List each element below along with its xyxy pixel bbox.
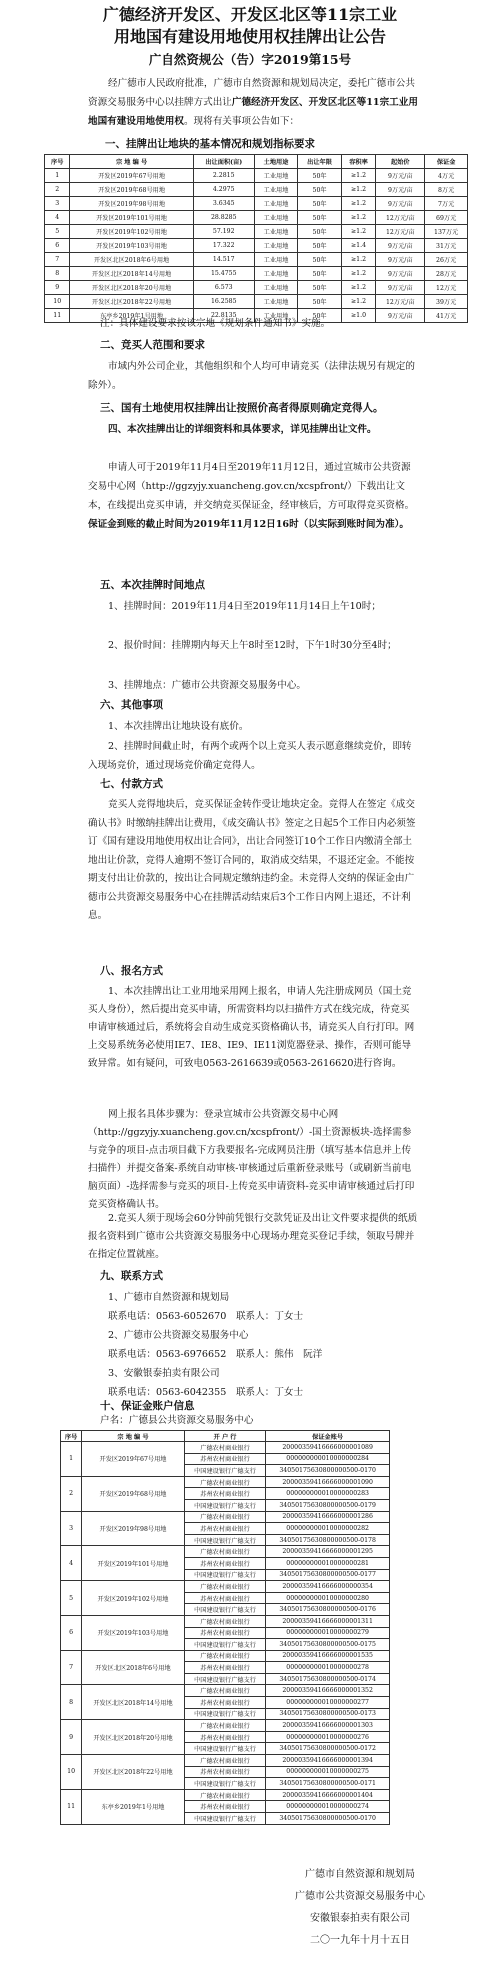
parcel-table-cell: ≥1.2 [341, 183, 375, 197]
parcel-table-cell: 开发区2019年102号用地 [70, 225, 193, 239]
parcel-table-cell: ≥1.0 [341, 309, 375, 323]
parcel-table-cell: 12万元/亩 [376, 295, 425, 309]
parcel-table-cell: 50年 [298, 267, 342, 281]
parcel-table-cell: 28万元 [425, 267, 468, 281]
parcel-table-cell: 开发区2019年101号用地 [70, 211, 193, 225]
parcel-table-cell: ≥1.2 [341, 225, 375, 239]
parcel-table-cell: 4万元 [425, 169, 468, 183]
deposit-table-bank: 广德农村商业银行 [184, 1685, 265, 1697]
deposit-table-bank: 苏州农村商业银行 [184, 1801, 265, 1813]
signature-line-1: 广德市自然资源和规划局 [305, 1869, 415, 1880]
deposit-table-account: 34050175630800000500-0170 [266, 1813, 390, 1825]
deposit-table-bank: 苏州农村商业银行 [184, 1592, 265, 1604]
deposit-table-parcel: 开发区2019年98号用地 [82, 1511, 185, 1546]
parcel-table-row [45, 295, 468, 309]
parcel-table-cell: 2.2815 [193, 169, 254, 183]
deposit-table-account: 34050175630800000500-0177 [266, 1569, 390, 1581]
deposit-table-account: 34050175630800000500-0170 [266, 1465, 390, 1477]
signature-line-3: 安徽银泰拍卖有限公司 [310, 1913, 410, 1924]
parcel-table-cell: 69万元 [425, 211, 468, 225]
section-5-heading: 五、本次挂牌时间地点 [100, 579, 205, 591]
section-5-line-2: 2、报价时间：挂牌期内每天上午8时至12时，下午1时30分至4时； [108, 640, 397, 651]
deposit-table-account: 34050175630800000500-0178 [266, 1534, 390, 1546]
deposit-table-account: 34050175630800000500-0174 [266, 1673, 390, 1685]
deposit-table-row [61, 1615, 390, 1627]
deposit-table-bank: 广德农村商业银行 [184, 1720, 265, 1732]
parcel-table-row [45, 225, 468, 239]
parcel-table-row [45, 281, 468, 295]
deposit-table-no: 6 [61, 1615, 82, 1650]
parcel-table-cell: 5 [45, 225, 70, 239]
deposit-table-bank: 广德农村商业银行 [184, 1581, 265, 1593]
signature-line-2: 广德市公共资源交易服务中心 [295, 1891, 425, 1902]
parcel-table-cell: 39万元 [425, 295, 468, 309]
section-7-heading: 七、付款方式 [100, 778, 163, 790]
parcel-table-cell: 开发区2019年67号用地 [70, 169, 193, 183]
section-9-heading: 九、联系方式 [100, 1270, 163, 1282]
title-line-1: 广德经济开发区、开发区北区等11宗工业 [102, 5, 398, 24]
deposit-table-account: 34050175630800000500-0172 [266, 1743, 390, 1755]
deposit-table-no: 9 [61, 1720, 82, 1755]
deposit-table-no: 2 [61, 1476, 82, 1511]
deposit-table-bank: 中国建设银行广德支行 [184, 1569, 265, 1581]
deposit-table-account: 000000000010000000279 [266, 1627, 390, 1639]
parcel-table-cell: 9万元/亩 [376, 197, 425, 211]
parcel-table-cell: 东亭乡2019年1号用地 [70, 309, 193, 323]
parcel-table-cell: 工业用地 [254, 239, 298, 253]
deposit-table-account: 000000000010000000282 [266, 1523, 390, 1535]
parcel-table-cell: 41万元 [425, 309, 468, 323]
section-8-line-2: 网上报名具体步骤为：登录宣城市公共资源交易中心网（http://ggzyjy.xuancheng.gov.cn/xcspfront/）-国土资源板块-选择需参与竞争的项目-点击项目截下方我要报名-完成网员注册（填写基本信息并上传扫描件）并提交备案-系统自动审核-审核通过后重新登录账号（或刷新当前电脑页面）-选择需参与竞买的项目-上传竞买申请资料-竞买申请审核通过后打印竞买资格确认书。 [88, 1109, 415, 1210]
parcel-table-cell: 6.573 [193, 281, 254, 295]
deposit-table-no: 10 [61, 1755, 82, 1790]
deposit-table-parcel: 开发区2019年103号用地 [82, 1615, 185, 1650]
parcel-table-cell: 3.6345 [193, 197, 254, 211]
deposit-table-account: 20000359416666000001352 [266, 1685, 390, 1697]
section-4-text [88, 458, 418, 534]
section-4-text-b: 保证金到账的截止时间为2019年11月12日16时（以实际到账时间为准）。 [88, 519, 409, 530]
deposit-table-parcel: 开发区2019年102号用地 [82, 1581, 185, 1616]
parcel-table-header: 起始价 [376, 155, 425, 169]
parcel-table-cell: 7 [45, 253, 70, 267]
parcel-table-cell: ≥1.2 [341, 295, 375, 309]
deposit-table-row [61, 1476, 390, 1488]
deposit-table-bank: 中国建设银行广德支行 [184, 1499, 265, 1511]
section-4-heading: 四、本次挂牌出让的详细资料和具体要求，详见挂牌出让文件。 [108, 424, 377, 435]
parcel-table-cell: 17.322 [193, 239, 254, 253]
parcel-table-row [45, 267, 468, 281]
deposit-table-bank: 广德农村商业银行 [184, 1442, 265, 1454]
parcel-table-cell: 12万元/亩 [376, 211, 425, 225]
signature-date: 二〇一九年十月十五日 [310, 1935, 410, 1946]
parcel-table-cell: 开发区北区2018年22号用地 [70, 295, 193, 309]
account-name: 户名：广德县公共资源交易服务中心 [100, 1415, 254, 1426]
table-note: 注：具体建设要求按该宗地《规划条件通知书》实施。 [100, 318, 331, 329]
deposit-table-bank: 广德农村商业银行 [184, 1476, 265, 1488]
deposit-table-parcel: 开发区北区2018年22号用地 [82, 1755, 185, 1790]
deposit-table-bank: 苏州农村商业银行 [184, 1697, 265, 1709]
parcel-table-cell: 50年 [298, 281, 342, 295]
parcel-table-cell: 4 [45, 211, 70, 225]
parcel-table-cell: 6 [45, 239, 70, 253]
parcel-table-cell: 14.517 [193, 253, 254, 267]
parcel-table-cell: ≥1.2 [341, 169, 375, 183]
parcel-table-cell: 开发区北区2018年20号用地 [70, 281, 193, 295]
section-5-line-3: 3、挂牌地点：广德市公共资源交易服务中心。 [108, 680, 306, 691]
parcel-table-cell: 9万元/亩 [376, 281, 425, 295]
deposit-table-bank: 中国建设银行广德支行 [184, 1534, 265, 1546]
deposit-table-bank: 广德农村商业银行 [184, 1615, 265, 1627]
deposit-table-account: 20000359416666000001295 [266, 1546, 390, 1558]
deposit-table-row [61, 1581, 390, 1593]
parcel-table-header: 出让年限 [298, 155, 342, 169]
parcel-table-cell: 50年 [298, 211, 342, 225]
deposit-table-bank: 广德农村商业银行 [184, 1511, 265, 1523]
deposit-table-account: 20000359416666000001394 [266, 1755, 390, 1767]
parcel-table-header: 出让面积(亩) [193, 155, 254, 169]
deposit-table-no: 8 [61, 1685, 82, 1720]
parcel-table-cell: 22.8135 [193, 309, 254, 323]
intro-text-c: 。现将有关事项公告如下： [183, 116, 300, 127]
parcel-table-cell: 26万元 [425, 253, 468, 267]
contact-line: 联系电话：0563-6052670 联系人：丁女士 [108, 1311, 304, 1322]
deposit-table-header: 保证金账号 [266, 1431, 390, 1442]
parcel-table-header: 容积率 [341, 155, 375, 169]
parcel-table-cell: 16.2585 [193, 295, 254, 309]
parcel-table-cell: 9万元/亩 [376, 169, 425, 183]
section-1-heading: 一、挂牌出让地块的基本情况和规划指标要求 [105, 138, 315, 150]
deposit-table-bank: 中国建设银行广德支行 [184, 1673, 265, 1685]
parcel-table-cell: 工业用地 [254, 225, 298, 239]
parcel-table-cell: 9 [45, 281, 70, 295]
deposit-table-bank: 中国建设银行广德支行 [184, 1813, 265, 1825]
parcel-table-row [45, 169, 468, 183]
parcel-table-cell: 开发区2019年103号用地 [70, 239, 193, 253]
parcel-table-cell: ≥1.4 [341, 239, 375, 253]
parcel-table-cell: ≥1.2 [341, 267, 375, 281]
deposit-table-account: 34050175630800000500-0173 [266, 1708, 390, 1720]
parcel-table-cell: 9万元/亩 [376, 309, 425, 323]
parcel-table-cell: 9万元/亩 [376, 267, 425, 281]
parcel-table-cell: 12万元/亩 [376, 225, 425, 239]
parcel-table-cell: 开发区北区2018年6号用地 [70, 253, 193, 267]
parcel-table-cell: 工业用地 [254, 281, 298, 295]
deposit-table-bank: 广德农村商业银行 [184, 1546, 265, 1558]
deposit-table-account: 20000359416666000001089 [266, 1442, 390, 1454]
deposit-table-bank: 中国建设银行广德支行 [184, 1743, 265, 1755]
parcel-table-cell: 8 [45, 267, 70, 281]
parcel-table-cell: 工业用地 [254, 169, 298, 183]
deposit-table-bank: 广德农村商业银行 [184, 1650, 265, 1662]
deposit-table-account: 34050175630800000500-0179 [266, 1499, 390, 1511]
deposit-table-parcel: 东亭乡2019年1号用地 [82, 1789, 185, 1824]
parcel-table-cell: ≥1.2 [341, 211, 375, 225]
deposit-table-bank: 苏州农村商业银行 [184, 1488, 265, 1500]
deposit-table-row [61, 1650, 390, 1662]
deposit-table-account: 20000359416666000001311 [266, 1615, 390, 1627]
deposit-table-account: 000000000010000000280 [266, 1592, 390, 1604]
deposit-table-account: 34050175630800000500-0175 [266, 1639, 390, 1651]
parcel-table-cell: 工业用地 [254, 309, 298, 323]
section-3-heading: 三、国有土地使用权挂牌出让按照价高者得原则确定竞得人。 [100, 402, 384, 414]
deposit-table-bank: 苏州农村商业银行 [184, 1766, 265, 1778]
deposit-table-account: 34050175630800000500-0176 [266, 1604, 390, 1616]
section-2-text: 市域内外公司企业，其他组织和个人均可申请竞买（法律法规另有规定的除外）。 [88, 361, 415, 391]
parcel-table-cell: 工业用地 [254, 183, 298, 197]
deposit-table-no: 7 [61, 1650, 82, 1685]
deposit-table-parcel: 开发区北区2018年20号用地 [82, 1720, 185, 1755]
deposit-table-account: 20000359416666000000354 [266, 1581, 390, 1593]
parcel-table-row [45, 253, 468, 267]
parcel-table-cell: 50年 [298, 309, 342, 323]
section-7-text: 竞买人竞得地块后，竞买保证金转作受让地块定金。竞得人在签定《成交确认书》时缴纳挂牌出让费用，《成交确认书》签定之日起5个工作日内必须签订《国有建设用地使用权出让合同》，出让合同签订10个工作日内缴清全部土地出让价款，竞得人逾期不签订合同的，取消成交结果，不退还定金。不能按期支付出让价款的，按出让合同规定缴纳违约金。未竞得人交纳的保证金由广德市公共资源交易服务中心在挂牌活动结束后3个工作日内网上退还，不计利息。 [88, 799, 416, 921]
deposit-table-bank: 中国建设银行广德支行 [184, 1778, 265, 1790]
parcel-table [44, 154, 468, 323]
intro-paragraph [88, 74, 418, 131]
deposit-table-bank: 广德农村商业银行 [184, 1755, 265, 1767]
deposit-table-bank: 苏州农村商业银行 [184, 1557, 265, 1569]
section-6-line-1: 1、本次挂牌出让地块设有底价。 [108, 721, 249, 732]
deposit-table-account: 20000359416666000001535 [266, 1650, 390, 1662]
parcel-table-cell: 31万元 [425, 239, 468, 253]
parcel-table-cell: 1 [45, 169, 70, 183]
intro-text-a: 经广德市人民政府批准，广德市自然资源和规划局决定，委托广德市公共资源交易服务中心以挂牌方式出让 [88, 78, 415, 108]
deposit-table-row [61, 1511, 390, 1523]
parcel-table-cell: 50年 [298, 197, 342, 211]
deposit-table-account: 000000000010000000284 [266, 1453, 390, 1465]
parcel-table-cell: 137万元 [425, 225, 468, 239]
section-6-line-2: 2、挂牌时间截止时，有两个或两个以上竞买人表示愿意继续竞价，即转入现场竞价，通过现场竞价确定竞得人。 [88, 741, 412, 771]
parcel-table-cell: 57.192 [193, 225, 254, 239]
deposit-table-no: 1 [61, 1442, 82, 1477]
parcel-table-cell: 10 [45, 295, 70, 309]
deposit-table-bank: 苏州农村商业银行 [184, 1627, 265, 1639]
parcel-table-row [45, 183, 468, 197]
deposit-table-no: 4 [61, 1546, 82, 1581]
section-8-line-3: 2.竞买人须于现场会60分钟前凭银行交款凭证及出让文件要求提供的纸质报名资料到广德市公共资源交易服务中心现场办理竞买登记手续，领取号牌并在指定位置就座。 [88, 1213, 418, 1260]
parcel-table-cell: 工业用地 [254, 295, 298, 309]
deposit-table-row [61, 1546, 390, 1558]
parcel-table-header: 序号 [45, 155, 70, 169]
parcel-table-cell: 9万元/亩 [376, 183, 425, 197]
parcel-table-row [45, 239, 468, 253]
parcel-table-header: 保证金 [425, 155, 468, 169]
deposit-table-bank: 苏州农村商业银行 [184, 1453, 265, 1465]
deposit-table-parcel: 开发区2019年101号用地 [82, 1546, 185, 1581]
deposit-table-bank: 中国建设银行广德支行 [184, 1465, 265, 1477]
title-line-2: 用地国有建设用地使用权挂牌出让公告 [113, 27, 386, 46]
parcel-table-cell: 工业用地 [254, 197, 298, 211]
parcel-table-cell: ≥1.2 [341, 253, 375, 267]
deposit-table-account: 000000000010000000278 [266, 1662, 390, 1674]
parcel-table-cell: 3 [45, 197, 70, 211]
parcel-table-cell: 50年 [298, 183, 342, 197]
deposit-table-parcel: 开发区2019年68号用地 [82, 1476, 185, 1511]
parcel-table-cell: 2 [45, 183, 70, 197]
parcel-table-cell: 50年 [298, 169, 342, 183]
parcel-table-cell: 12万元 [425, 281, 468, 295]
deposit-table-parcel: 开发区北区2018年6号用地 [82, 1650, 185, 1685]
parcel-table-header: 宗 地 编 号 [70, 155, 193, 169]
parcel-table-cell: 15.4755 [193, 267, 254, 281]
intro-text-b: 广德经济开发区、开发区北区等11宗工业用地国有建设用地使用权 [88, 97, 418, 127]
signature-block [260, 1864, 460, 1952]
parcel-table-cell: 50年 [298, 239, 342, 253]
parcel-table-cell: 开发区北区2018年14号用地 [70, 267, 193, 281]
section-4-text-a: 申请人可于2019年11月4日至2019年11月12日，通过宣城市公共资源交易中心网（http://ggzyjy.xuancheng.gov.cn/xcspfront/）下载出让文本，在线提出竞买申请，并交纳竞买保证金，经审核后，方可取得竞买资格。 [88, 462, 415, 511]
deposit-table-bank: 中国建设银行广德支行 [184, 1604, 265, 1616]
contact-line: 联系电话：0563-6976652 联系人：熊伟 阮洋 [108, 1349, 323, 1360]
deposit-table-bank: 广德农村商业银行 [184, 1789, 265, 1801]
deposit-table-bank: 苏州农村商业银行 [184, 1662, 265, 1674]
deposit-table-no: 5 [61, 1581, 82, 1616]
parcel-table-row [45, 197, 468, 211]
parcel-table-cell: 开发区2019年68号用地 [70, 183, 193, 197]
deposit-table-parcel: 开发区北区2018年14号用地 [82, 1685, 185, 1720]
parcel-table-cell: 8万元 [425, 183, 468, 197]
section-8-line-1: 1、本次挂牌出让工业用地采用网上报名，申请人先注册成网员（国土竞买人身份），然后提出竞买申请，所需资料均以扫描件方式在线完成，待竞买申请审核通过后，系统将会自动生成竞买资格确认书，请竞买人自行打印。网上交易系统务必使用IE7、IE8、IE9、IE11浏览器登录、操作，否则可能导致异常。如有疑问，可致电0563-2616639或0563-2616620进行咨询。 [88, 986, 415, 1069]
parcel-table-cell: 50年 [298, 295, 342, 309]
deposit-table-row [61, 1789, 390, 1801]
parcel-table-cell: ≥1.2 [341, 281, 375, 295]
deposit-table-row [61, 1685, 390, 1697]
parcel-table-cell: 工业用地 [254, 253, 298, 267]
parcel-table-cell: 开发区2019年98号用地 [70, 197, 193, 211]
deposit-table-account: 000000000010000000275 [266, 1766, 390, 1778]
section-2-heading: 二、竞买人范围和要求 [100, 339, 205, 351]
deposit-table-row [61, 1720, 390, 1732]
parcel-table-row [45, 211, 468, 225]
deposit-table-bank: 中国建设银行广德支行 [184, 1639, 265, 1651]
deposit-table-account: 20000359416666000001303 [266, 1720, 390, 1732]
deposit-table-parcel: 开发区2019年67号用地 [82, 1442, 185, 1477]
parcel-table-cell: ≥1.2 [341, 197, 375, 211]
deposit-table-header: 宗 地 编 号 [82, 1431, 185, 1442]
section-5-line-1: 1、挂牌时间：2019年11月4日至2019年11月14日上午10时； [108, 601, 381, 612]
deposit-account-table [60, 1430, 390, 1825]
deposit-table-account: 20000359416666000001404 [266, 1789, 390, 1801]
parcel-table-cell: 7万元 [425, 197, 468, 211]
section-6-heading: 六、其他事项 [100, 699, 163, 711]
parcel-table-cell: 工业用地 [254, 211, 298, 225]
deposit-table-account: 20000359416666000001090 [266, 1476, 390, 1488]
parcel-table-cell: 4.2975 [193, 183, 254, 197]
parcel-table-cell: 11 [45, 309, 70, 323]
deposit-table-account: 000000000010000000281 [266, 1557, 390, 1569]
deposit-table-account: 000000000010000000277 [266, 1697, 390, 1709]
deposit-table-account: 000000000010000000283 [266, 1488, 390, 1500]
parcel-table-cell: 50年 [298, 225, 342, 239]
section-10-heading: 十、保证金账户信息 [100, 1400, 195, 1412]
deposit-table-bank: 中国建设银行广德支行 [184, 1708, 265, 1720]
section-8-heading: 八、报名方式 [100, 965, 163, 977]
parcel-table-cell: 9万元/亩 [376, 253, 425, 267]
deposit-table-header: 序号 [61, 1431, 82, 1442]
parcel-table-cell: 9万元/亩 [376, 239, 425, 253]
deposit-table-account: 000000000010000000274 [266, 1801, 390, 1813]
contact-line: 联系电话：0563-6042355 联系人：丁女士 [108, 1387, 304, 1398]
deposit-table-row [61, 1755, 390, 1767]
parcel-table-cell: 工业用地 [254, 267, 298, 281]
parcel-table-cell: 28.8285 [193, 211, 254, 225]
contact-org: 3、安徽银泰拍卖有限公司 [108, 1368, 220, 1379]
deposit-table-account: 20000359416666000001286 [266, 1511, 390, 1523]
deposit-table-account: 34050175630800000500-0171 [266, 1778, 390, 1790]
contact-org: 1、广德市自然资源和规划局 [108, 1292, 230, 1303]
deposit-table-bank: 苏州农村商业银行 [184, 1731, 265, 1743]
deposit-table-no: 11 [61, 1789, 82, 1824]
contact-org: 2、广德市公共资源交易服务中心 [108, 1330, 249, 1341]
deposit-table-header: 开 户 行 [184, 1431, 265, 1442]
deposit-table-bank: 苏州农村商业银行 [184, 1523, 265, 1535]
deposit-table-row [61, 1442, 390, 1454]
deposit-table-account: 000000000010000000276 [266, 1731, 390, 1743]
document-number: 广自然资规公（告）字2019第15号 [148, 52, 352, 67]
deposit-table-no: 3 [61, 1511, 82, 1546]
parcel-table-header: 土地用途 [254, 155, 298, 169]
parcel-table-cell: 50年 [298, 253, 342, 267]
